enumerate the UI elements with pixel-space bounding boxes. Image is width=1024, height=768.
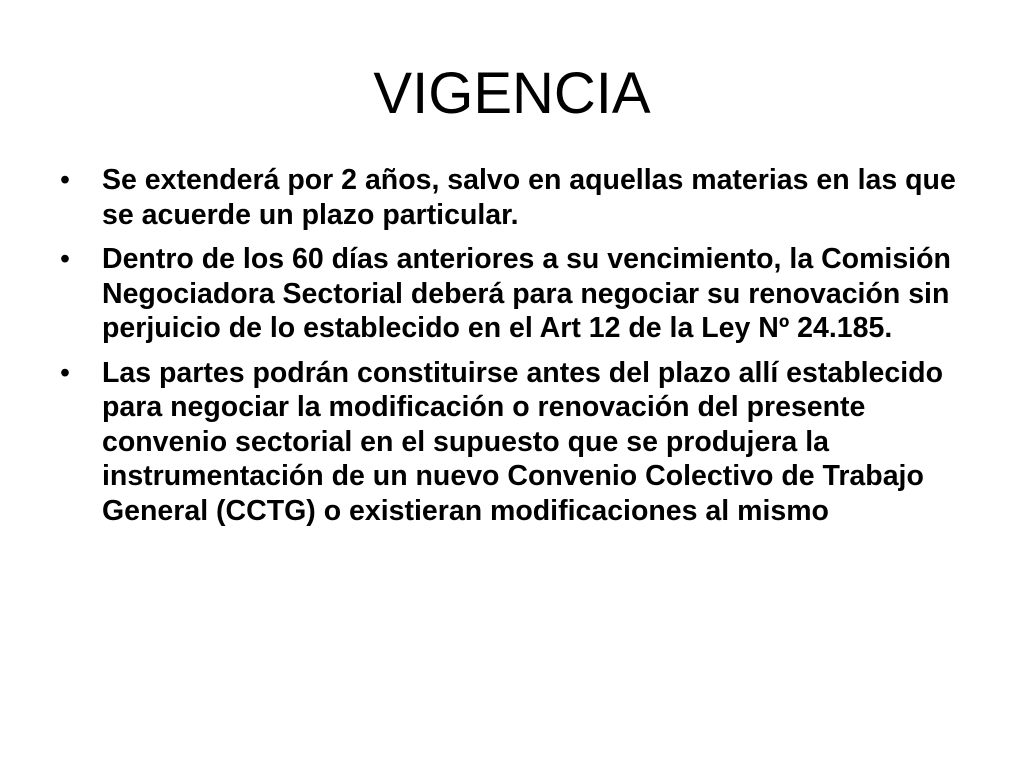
bullet-item xyxy=(60,242,970,346)
bullet-item xyxy=(60,356,970,529)
bullet-text: Dentro de los 60 días anteriores a su vencimiento, la Comisión Negociadora Sectorial deberá para negociar su renovación sin perjuicio de lo establecido en el Art 12 de la Ley Nº 24.185. xyxy=(102,243,951,344)
bullet-icon: • xyxy=(60,164,70,196)
bullet-item xyxy=(60,163,970,232)
bullet-list xyxy=(60,163,970,538)
bullet-text: Se extenderá por 2 años, salvo en aquellas materias en las que se acuerde un plazo particular. xyxy=(102,164,956,231)
slide-title: VIGENCIA xyxy=(373,61,651,126)
bullet-icon: • xyxy=(60,243,70,275)
bullet-text: Las partes podrán constituirse antes del plazo allí establecido para negociar la modificación o renovación del presente convenio sectorial en el supuesto que se produjera la instrumentación de un nuevo Convenio Colectivo de Trabajo General (CCTG) o existieran modificaciones al mismo xyxy=(102,356,943,527)
bullet-icon: • xyxy=(60,356,70,389)
